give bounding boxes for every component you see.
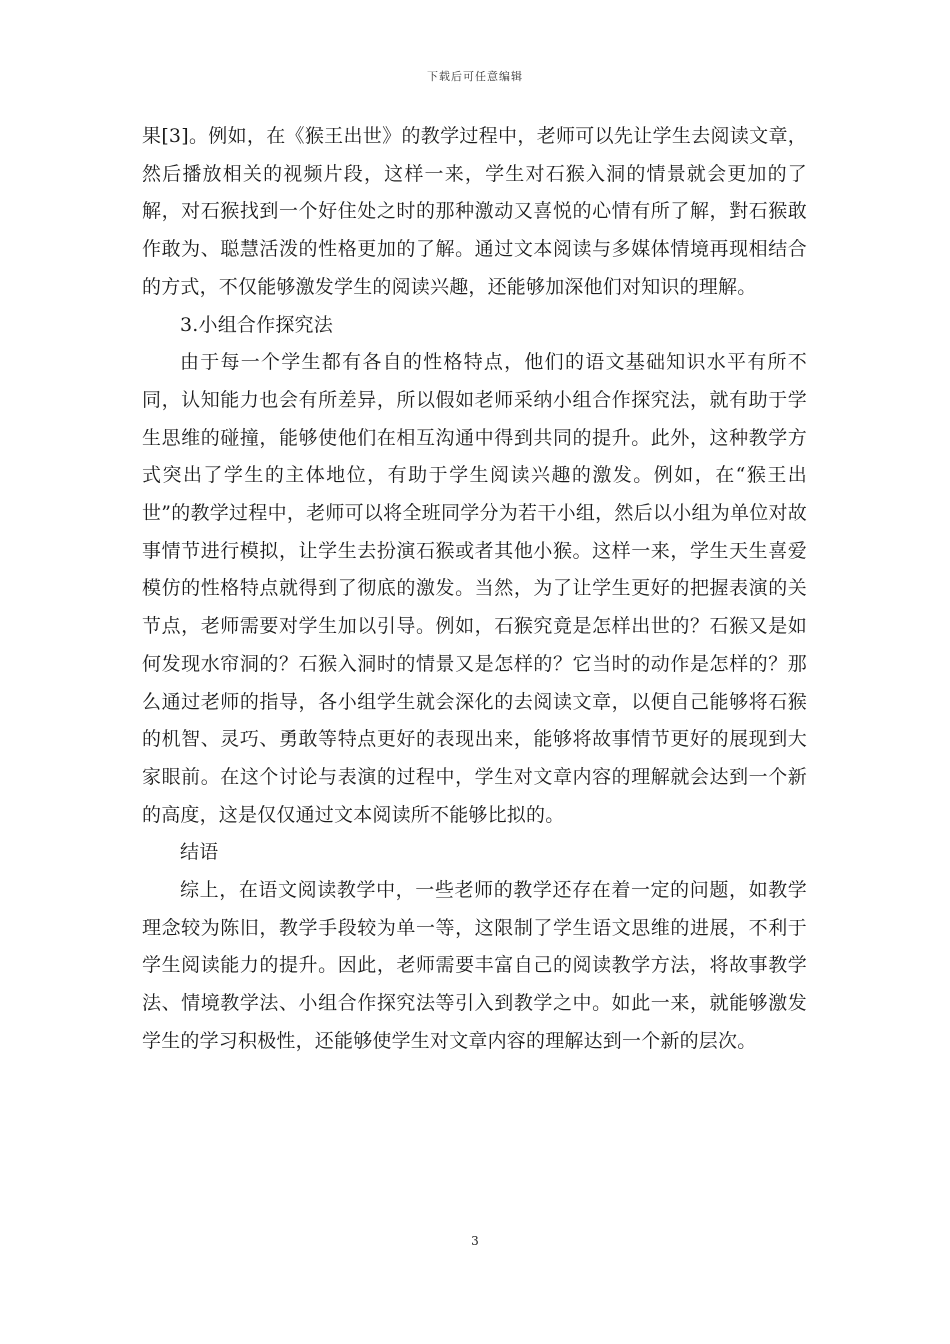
section-heading-conclusion: 结语 xyxy=(180,841,219,864)
paragraph-continuation: 果[3]。例如，在《猴王出世》的教学过程中，老师可以先让学生去阅读文章，然后播放相关的视频片段，这样一来，学生对石猴入洞的情景就会更加的了解，对石猴找到一个好住处之时的那种激动又喜悦的心情有所了解，對石猴敢作敢为、聪慧活泼的性格更加的了解。通过文本阅读与多媒体情境再现相结合的方式，不仅能够激发学生的阅读兴趣，还能够加深他们对知识的理解。 xyxy=(142,125,807,298)
paragraph-group-inquiry: 由于每一个学生都有各自的性格特点，他们的语文基础知识水平有所不同，认知能力也会有所差异，所以假如老师采纳小组合作探究法，就有助于学生思维的碰撞，能够使他们在相互沟通中得到共同的提升。此外，这种教学方式突出了学生的主体地位，有助于学生阅读兴趣的激发。例如，在“猴王出世”的教学过程中，老师可以将全班同学分为若干小组，然后以小组为单位对故事情节进行模拟，让学生去扮演石猴或者其他小猴。这样一来，学生天生喜爱模仿的性格特点就得到了彻底的激发。当然，为了让学生更好的把握表演的关节点，老师需要对学生加以引导。例如，石猴究竟是怎样出世的？石猴又是如何发现水帘洞的？石猴入洞时的情景又是怎样的？它当时的动作是怎样的？那么通过老师的指导，各小组学生就会深化的去阅读文章，以便自己能够将石猴的机智、灵巧、勇敢等特点更好的表现出来，能够将故事情节更好的展现到大家眼前。在这个讨论与表演的过程中，学生对文章内容的理解就会达到一个新的高度，这是仅仅通过文本阅读所不能够比拟的。 xyxy=(142,351,807,826)
page-number: 3 xyxy=(471,1234,479,1248)
document-body xyxy=(142,118,807,1061)
section-heading-group-inquiry: 3.小组合作探究法 xyxy=(180,313,333,336)
paragraph-conclusion: 综上，在语文阅读教学中，一些老师的教学还存在着一定的问题，如教学理念较为陈旧，教学手段较为单一等，这限制了学生语文思维的进展，不利于学生阅读能力的提升。因此，老师需要丰富自己的阅读教学方法，将故事教学法、情境教学法、小组合作探究法等引入到教学之中。如此一来，就能够激发学生的学习积极性，还能够使学生对文章内容的理解达到一个新的层次。 xyxy=(142,879,807,1052)
header-note: 下载后可任意编辑 xyxy=(427,70,523,83)
